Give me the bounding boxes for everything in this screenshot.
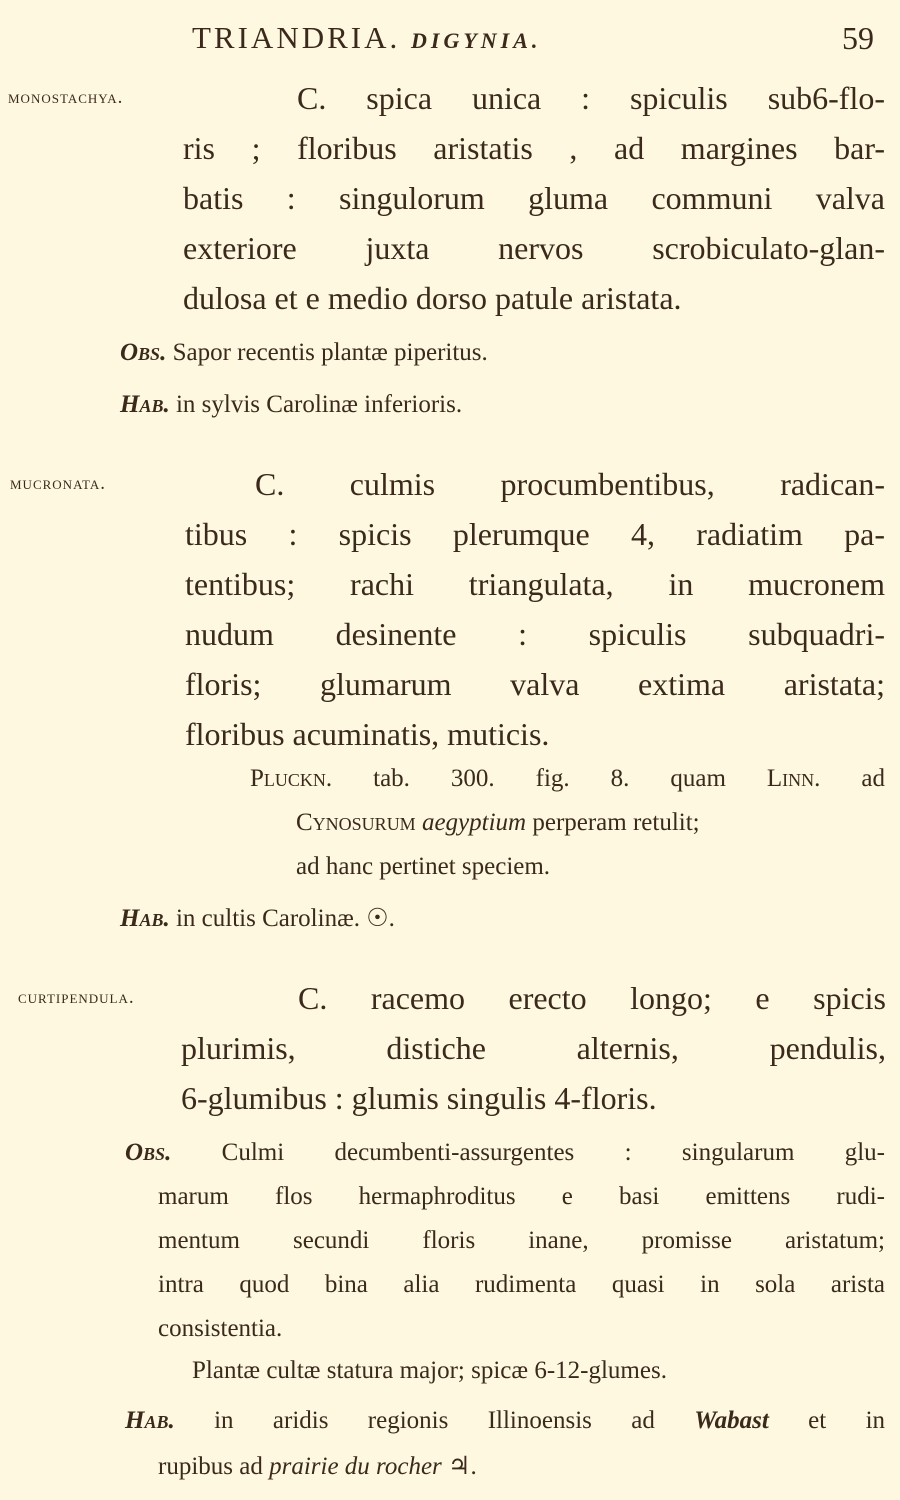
obs-line: marum flos hermaphroditus e basi emittens rudi- [158,1183,885,1210]
obs-label: Obs. [120,339,167,366]
habitat [120,906,395,931]
description-line: C. culmis procumbentibus, radican- [255,466,885,502]
description-line: nudum desinente : spiculis subquadri- [185,616,885,652]
ref-text: ad [861,765,886,792]
habitat [125,1408,885,1433]
reference-note [296,810,700,835]
ref-genus: Cynosurum [296,809,416,836]
description-line: batis : singulorum gluma communi valva [183,180,885,216]
ref-author: Pluckn. [250,765,333,792]
observation [125,1140,885,1165]
hab-label: Hab. [125,1407,175,1434]
hab-place: prairie du rocher [269,1453,442,1480]
reference-note: ad hanc pertinet speciem. [296,853,551,880]
hab-label: Hab. [120,391,170,418]
obs-label: Obs. [125,1139,172,1166]
description-line: plurimis, distiche alternis, pendulis, [181,1030,886,1066]
habitat-line [158,1454,477,1479]
obs-line: mentum secundi floris inane, promisse aristatum; [158,1227,885,1254]
hab-text: in cultis Carolinæ. ☉. [175,905,395,932]
obs-line: consistentia. [158,1315,283,1342]
ref-author: Linn. [766,765,821,792]
hab-text: et in [808,1407,886,1434]
species-name: monostachya. [8,87,124,108]
ref-text: perperam retulit; [532,809,700,836]
habitat [120,392,462,417]
description-line: C. racemo erecto longo; e spicis [298,980,886,1016]
ref-text: tab. 300. fig. 8. quam [373,765,726,792]
hab-text: in aridis regionis Illinoensis ad [214,1407,655,1434]
hab-text: in sylvis Carolinæ inferioris. [175,391,463,418]
observation [120,340,488,365]
ref-epithet: aegyptium [421,809,527,836]
perennial-symbol-icon: ♃. [448,1453,477,1480]
description-line: tibus : spicis plerumque 4, radiatim pa- [185,516,885,552]
description-line: C. spica unica : spiculis sub6-flo- [297,80,885,116]
description-line: floris; glumarum valva extima aristata; [185,666,885,702]
page-number: 59 [842,20,874,56]
description-line: ris ; floribus aristatis , ad margines bar- [183,130,885,166]
reference-note [250,766,885,791]
description-line: dulosa et e medio dorso patule aristata. [183,280,682,316]
description-line: tentibus; rachi triangulata, in mucronem [185,566,885,602]
running-head-subtitle: DIGYNIA. [411,28,542,53]
description-line: exteriore juxta nervos scrobiculato-glan- [183,230,885,266]
obs-line: intra quod bina alia rudimenta quasi in sola arista [158,1271,885,1298]
running-head-title: TRIANDRIA. [192,20,401,55]
hab-place: Wabast [694,1407,769,1434]
hab-label: Hab. [120,905,170,932]
obs-text: Sapor recentis plantæ piperitus. [172,339,488,366]
obs-line: Plantæ cultæ statura major; spicæ 6-12-glumes. [192,1357,667,1384]
description-line: floribus acuminatis, muticis. [185,716,550,752]
running-head [192,22,541,53]
species-name: mucronata. [10,473,107,494]
hab-text: rupibus ad [158,1453,263,1480]
description-line: 6-glumibus : glumis singulis 4-floris. [181,1080,657,1116]
species-name: curtipendula. [18,987,135,1008]
obs-text: Culmi decumbenti-assurgentes : singularum glu- [221,1139,885,1166]
